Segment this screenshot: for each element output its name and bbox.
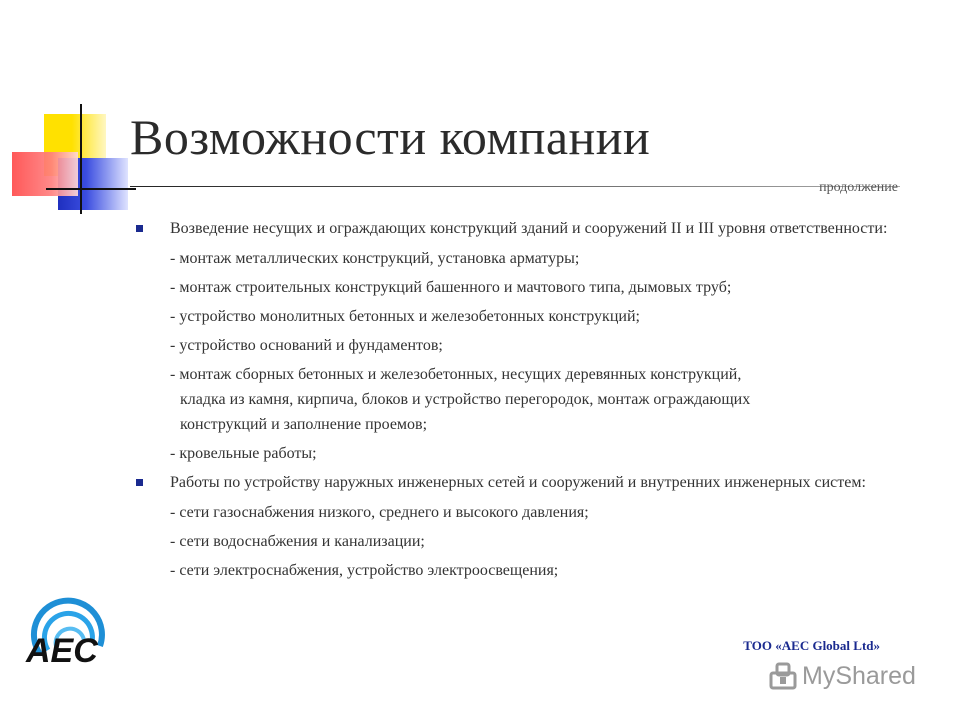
- square-bullet-icon: [136, 479, 143, 486]
- list-item: - кровельные работы;: [170, 445, 317, 462]
- list-item-continuation: кладка из камня, кирпича, блоков и устройство перегородок, монтаж ограждающих: [180, 391, 751, 408]
- square-bullet-icon: [136, 225, 143, 232]
- list-item: - сети водоснабжения и канализации;: [170, 533, 425, 550]
- slide-content: [134, 218, 924, 589]
- bullet-text: Возведение несущих и ограждающих конструкций зданий и сооружений II и III уровня ответственности:: [170, 220, 888, 237]
- watermark: [768, 660, 916, 692]
- myshared-logo-icon: [768, 661, 798, 691]
- list-item: - монтаж металлических конструкций, установка арматуры;: [170, 250, 580, 267]
- slide-title: Возможности компании: [130, 109, 651, 165]
- decor-horizontal-line: [46, 188, 136, 190]
- list-item: - сети электроснабжения, устройство электроосвещения;: [170, 562, 559, 579]
- decor-vertical-line: [80, 104, 82, 214]
- slide-subtitle: продолжение: [819, 180, 898, 195]
- company-logo: [22, 594, 112, 670]
- company-name: ТОО «AEC Global Ltd»: [743, 638, 880, 653]
- list-item: - монтаж строительных конструкций башенного и мачтового типа, дымовых труб;: [170, 279, 732, 296]
- svg-text:AEC: AEC: [26, 632, 98, 670]
- list-item: - устройство монолитных бетонных и железобетонных конструкций;: [170, 308, 640, 325]
- watermark-text: MyShared: [802, 661, 916, 690]
- bullet-item: [134, 472, 924, 494]
- list-item-continuation: конструкций и заполнение проемов;: [180, 416, 428, 433]
- list-item: - монтаж сборных бетонных и железобетонных, несущих деревянных конструкций,: [170, 366, 742, 383]
- title-divider: [130, 186, 900, 187]
- list-item: - устройство оснований и фундаментов;: [170, 337, 443, 354]
- bullet-item: [134, 218, 924, 240]
- bullet-text: Работы по устройству наружных инженерных сетей и сооружений и внутренних инженерных систем:: [170, 474, 866, 491]
- list-item: - сети газоснабжения низкого, среднего и высокого давления;: [170, 504, 589, 521]
